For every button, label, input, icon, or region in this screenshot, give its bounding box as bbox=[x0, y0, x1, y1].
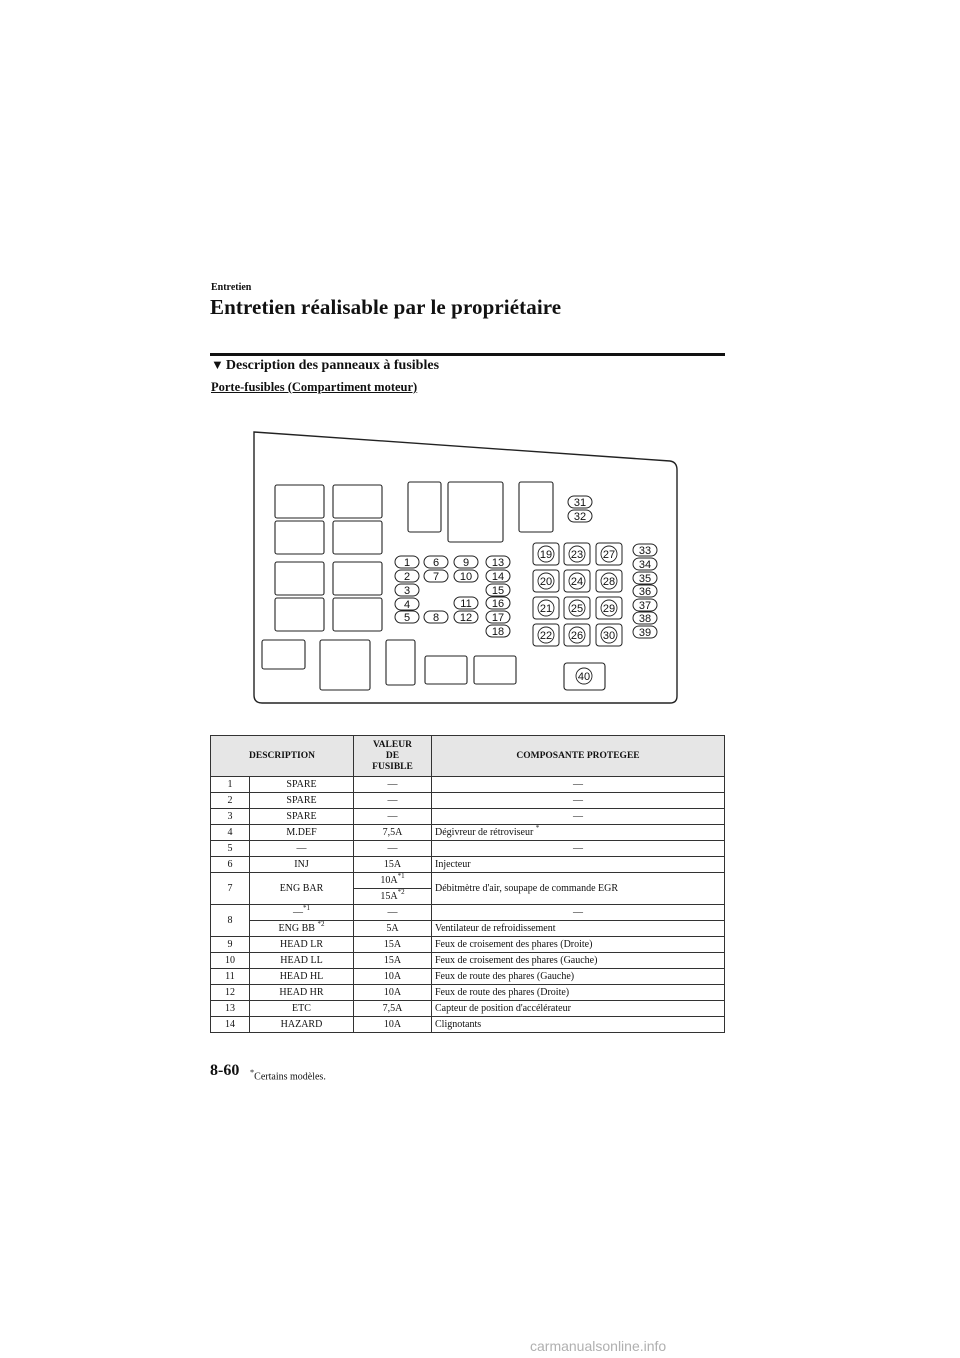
subsection-title: Description des panneaux à fusibles bbox=[225, 358, 440, 373]
fuse-2-label: 2 bbox=[403, 571, 411, 583]
header-component: COMPOSANTE PROTEGEE bbox=[432, 736, 725, 777]
table-row bbox=[211, 921, 725, 937]
cell-component: — bbox=[432, 841, 725, 857]
cell-description: SPARE bbox=[250, 777, 354, 793]
fuse-table bbox=[210, 735, 725, 1033]
table-row bbox=[211, 1017, 725, 1033]
table-row bbox=[211, 937, 725, 953]
cell-description bbox=[250, 921, 354, 937]
cell-value: 5A bbox=[354, 921, 432, 937]
cell-value: 10A bbox=[354, 1017, 432, 1033]
cell-component: Capteur de position d'accélérateur bbox=[432, 1001, 725, 1017]
cell-value: 15A bbox=[354, 857, 432, 873]
cell-no: 12 bbox=[211, 985, 250, 1001]
cell-component: — bbox=[432, 905, 725, 921]
footnote-ref: *2 bbox=[397, 887, 405, 896]
cell-component: — bbox=[432, 777, 725, 793]
cell-description: SPARE bbox=[250, 793, 354, 809]
fuse-block-heading: Porte-fusibles (Compartiment moteur) bbox=[211, 380, 418, 394]
table-row bbox=[211, 777, 725, 793]
cell-no: 4 bbox=[211, 825, 250, 841]
table-row bbox=[211, 985, 725, 1001]
header-value-line2: DE bbox=[385, 750, 400, 761]
cell-component-text: Dégivreur de rétroviseur bbox=[435, 826, 534, 838]
cell-component: Ventilateur de refroidissement bbox=[432, 921, 725, 937]
table-row bbox=[211, 809, 725, 825]
fuse-36-label: 36 bbox=[638, 586, 652, 598]
watermark: carmanualsonline.info bbox=[530, 1338, 667, 1354]
fuse-37-label: 37 bbox=[638, 600, 652, 612]
fuse-1-label: 1 bbox=[403, 557, 411, 569]
header-value-line1: VALEUR bbox=[373, 739, 412, 750]
fuse-34-label: 34 bbox=[638, 559, 652, 571]
cell-value: 7,5A bbox=[354, 1001, 432, 1017]
fuse-38-label: 38 bbox=[638, 613, 652, 625]
cell-value: — bbox=[354, 793, 432, 809]
fuse-31-label: 31 bbox=[573, 497, 587, 509]
cell-value: — bbox=[354, 777, 432, 793]
fuse-10-label: 10 bbox=[459, 571, 473, 583]
cell-value-text: 10A bbox=[380, 874, 398, 886]
fuse-9-label: 9 bbox=[462, 557, 470, 569]
fuse-15-label: 15 bbox=[491, 585, 505, 597]
cell-description bbox=[250, 905, 354, 921]
cell-description: HEAD HL bbox=[250, 969, 354, 985]
cell-value: 15A bbox=[354, 953, 432, 969]
cell-component: — bbox=[432, 793, 725, 809]
cell-component: Feux de route des phares (Droite) bbox=[432, 985, 725, 1001]
cell-value bbox=[354, 873, 432, 889]
cell-value: 10A bbox=[354, 969, 432, 985]
fuse-16-label: 16 bbox=[491, 598, 505, 610]
page-number: 8-60 bbox=[210, 1062, 240, 1079]
cell-no: 8 bbox=[211, 905, 250, 937]
page-title: Entretien réalisable par le propriétaire bbox=[210, 295, 562, 319]
footnote-ref: *1 bbox=[303, 903, 310, 912]
fuse-12-label: 12 bbox=[459, 612, 473, 624]
fuse-11-label: 11 bbox=[460, 598, 472, 610]
header-value bbox=[354, 736, 432, 777]
cell-component: Débitmètre d'air, soupape de commande EGR bbox=[432, 873, 725, 905]
fuse-14-label: 14 bbox=[491, 571, 505, 583]
cell-description: INJ bbox=[250, 857, 354, 873]
table-row bbox=[211, 857, 725, 873]
asterisk-mark: * bbox=[250, 1068, 255, 1077]
footnote bbox=[250, 1068, 326, 1082]
cell-component: Feux de croisement des phares (Gauche) bbox=[432, 953, 725, 969]
cell-description: — bbox=[250, 841, 354, 857]
fuse-28-label: 28 bbox=[602, 576, 616, 588]
cell-component: Injecteur bbox=[432, 857, 725, 873]
footnote-text: Certains modèles. bbox=[254, 1071, 326, 1083]
table-row bbox=[211, 841, 725, 857]
footnote-ref: *2 bbox=[317, 919, 325, 928]
fuse-21-label: 21 bbox=[539, 603, 553, 615]
cell-no: 2 bbox=[211, 793, 250, 809]
cell-value: — bbox=[354, 905, 432, 921]
footnote-ref: *1 bbox=[397, 871, 405, 880]
cell-no: 6 bbox=[211, 857, 250, 873]
cell-component: Feux de route des phares (Gauche) bbox=[432, 969, 725, 985]
cell-description: HAZARD bbox=[250, 1017, 354, 1033]
cell-component: — bbox=[432, 809, 725, 825]
cell-no: 11 bbox=[211, 969, 250, 985]
cell-no: 7 bbox=[211, 873, 250, 905]
fuse-3-label: 3 bbox=[403, 585, 411, 597]
header-value-line3: FUSIBLE bbox=[372, 761, 413, 772]
fuse-marks bbox=[395, 496, 657, 690]
table-row bbox=[211, 793, 725, 809]
fuse-17-label: 17 bbox=[491, 612, 505, 624]
fuse-13-label: 13 bbox=[491, 557, 505, 569]
fuse-39-label: 39 bbox=[638, 627, 652, 639]
fuse-8-label: 8 bbox=[432, 612, 440, 624]
fuse-40-label: 40 bbox=[577, 671, 591, 683]
cell-no: 3 bbox=[211, 809, 250, 825]
table-row bbox=[211, 1001, 725, 1017]
fuse-6-label: 6 bbox=[432, 557, 440, 569]
fuse-7-label: 7 bbox=[432, 571, 440, 583]
header-description: DESCRIPTION bbox=[211, 736, 354, 777]
fuse-35-label: 35 bbox=[638, 573, 652, 585]
cell-value: 15A bbox=[354, 937, 432, 953]
fuse-33-label: 33 bbox=[638, 545, 652, 557]
cell-no: 1 bbox=[211, 777, 250, 793]
fuse-27-label: 27 bbox=[602, 549, 616, 561]
fuse-20-label: 20 bbox=[539, 576, 553, 588]
fuse-4-label: 4 bbox=[403, 599, 411, 611]
fuse-24-label: 24 bbox=[570, 576, 584, 588]
table-row bbox=[211, 825, 725, 841]
cell-no: 10 bbox=[211, 953, 250, 969]
fuse-22-label: 22 bbox=[539, 630, 553, 642]
cell-description: HEAD LR bbox=[250, 937, 354, 953]
cell-value: — bbox=[354, 841, 432, 857]
fuse-30-label: 30 bbox=[602, 630, 616, 642]
cell-description: HEAD HR bbox=[250, 985, 354, 1001]
table-row bbox=[211, 905, 725, 921]
cell-value: — bbox=[354, 809, 432, 825]
fuse-26-label: 26 bbox=[570, 630, 584, 642]
cell-value: 10A bbox=[354, 985, 432, 1001]
asterisk-mark: * bbox=[535, 823, 540, 832]
cell-description: ENG BAR bbox=[250, 873, 354, 905]
section-label: Entretien bbox=[211, 282, 252, 293]
fuse-19-label: 19 bbox=[539, 549, 553, 561]
cell-no: 9 bbox=[211, 937, 250, 953]
cell-no: 5 bbox=[211, 841, 250, 857]
cell-description: ETC bbox=[250, 1001, 354, 1017]
cell-value-text: 15A bbox=[380, 890, 398, 902]
cell-no: 14 bbox=[211, 1017, 250, 1033]
triangle-down-icon: ▼ bbox=[211, 357, 224, 372]
fuse-5-label: 5 bbox=[403, 612, 411, 624]
table-row bbox=[211, 953, 725, 969]
table-row bbox=[211, 873, 725, 889]
cell-value bbox=[354, 889, 432, 905]
fuse-23-label: 23 bbox=[570, 549, 584, 561]
cell-description-text: — bbox=[293, 906, 303, 918]
cell-description: SPARE bbox=[250, 809, 354, 825]
fuse-25-label: 25 bbox=[570, 603, 584, 615]
table-row bbox=[211, 969, 725, 985]
cell-component: Clignotants bbox=[432, 1017, 725, 1033]
cell-no: 13 bbox=[211, 1001, 250, 1017]
cell-component bbox=[432, 825, 725, 841]
table-header-row bbox=[211, 736, 725, 777]
fuse-32-label: 32 bbox=[573, 511, 587, 523]
fuse-18-label: 18 bbox=[491, 626, 505, 638]
cell-description: M.DEF bbox=[250, 825, 354, 841]
fuse-29-label: 29 bbox=[602, 603, 616, 615]
cell-description: HEAD LL bbox=[250, 953, 354, 969]
cell-component: Feux de croisement des phares (Droite) bbox=[432, 937, 725, 953]
cell-description-text: ENG BB bbox=[278, 922, 315, 934]
cell-value: 7,5A bbox=[354, 825, 432, 841]
